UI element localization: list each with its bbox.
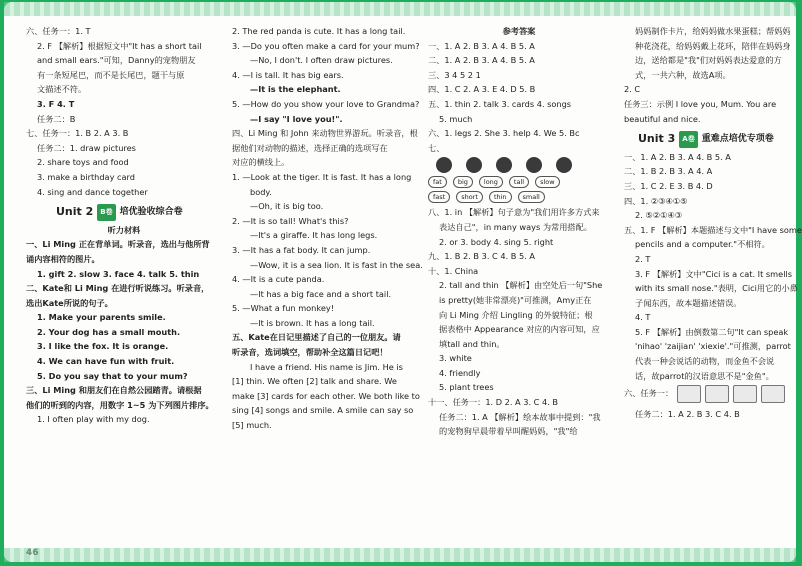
- text-line: is pretty(她非常漂亮)"可推测，Amy正在: [439, 294, 592, 305]
- text-line: 3. white: [439, 353, 472, 364]
- text-line: 1. —Look at the tiger. It is fast. It has a long: [232, 171, 412, 182]
- picture-box: [733, 385, 757, 403]
- text-line: 3. —It has a fat body. It can jump.: [232, 244, 371, 255]
- kid-illustration: [436, 157, 452, 173]
- text-line: 任务二：B: [37, 113, 76, 124]
- picture-box: [705, 385, 729, 403]
- word-box: thin: [489, 191, 512, 203]
- text-line: 一、1. A 2. B 3. A 4. B 5. A: [428, 40, 535, 51]
- text-line: 3. F 【解析】文中"Cici is a cat. It smells: [635, 268, 793, 279]
- text-line: 种花浇花，给妈妈戴上花环，陪伴在妈妈身: [635, 40, 791, 51]
- picture-box: [761, 385, 785, 403]
- task1-row: [624, 383, 784, 403]
- column-4: [624, 24, 802, 422]
- text-line: —Oh, it is big too.: [250, 201, 324, 212]
- text-line: 边，送给都是"我"们对妈妈表达爱意的方: [635, 55, 782, 66]
- text-line: 据表格中 Appearance 对应的内容可知，应: [439, 324, 600, 335]
- kid-illustration: [466, 157, 482, 173]
- text-line: 二、1. B 2. B 3. A 4. A: [624, 166, 713, 177]
- text-line: 5. F 【解析】由倒数第二句"It can speak: [635, 326, 789, 337]
- top-decorative-border: [4, 2, 796, 16]
- text-line: 对应的横线上。: [232, 157, 290, 168]
- text-line: 2. T: [635, 253, 651, 264]
- column-2: [232, 24, 423, 433]
- text-line: 2. —It is so tall! What's this?: [232, 215, 349, 226]
- text-line: sing [4] songs and smile. A smile can say so: [232, 405, 414, 416]
- text-line: 5. —What a fun monkey!: [232, 303, 334, 314]
- text-line: 十、1. China: [428, 265, 479, 276]
- text-line: —No, I don't. I often draw pictures.: [250, 55, 393, 66]
- text-line: 4. friendly: [439, 367, 481, 378]
- text-line: 2. or 3. body 4. sing 5. right: [439, 236, 554, 247]
- text-line: 3. make a birthday card: [37, 171, 135, 182]
- text-line: —It is brown. It has a long tail.: [250, 317, 375, 328]
- text-line: 'nihao' 'zaijian' 'xiexie'."可推测，parrot: [635, 341, 791, 352]
- text-line: 诵内容相符的图片。: [26, 253, 100, 264]
- text-line: 六、1. legs 2. She 3. help 4. We 5. Bc: [428, 128, 580, 139]
- text-line: 2. Your dog has a small mouth.: [37, 326, 181, 337]
- picture-boxes: [677, 385, 785, 403]
- column-1: [26, 24, 222, 427]
- text-line: 代表一种会说话的动物，而金鱼不会说: [635, 356, 775, 367]
- text-line: —It's a giraffe. It has long legs.: [250, 230, 378, 241]
- text-line: 2. F 【解析】根据短文中"It has a short tail: [37, 40, 202, 51]
- text-line: 一、1. A 2. B 3. A 4. B 5. A: [624, 151, 731, 162]
- unit-3-header: [638, 131, 784, 148]
- text-line: 四、1. ②③④①⑤: [624, 195, 688, 206]
- text-line: 填tall and thin。: [439, 338, 505, 349]
- unit-badge: A卷: [679, 131, 697, 148]
- text-line: 3. —Do you often make a card for your mum?: [232, 40, 420, 51]
- text-line: [1] thin. We often [2] talk and share. We: [232, 376, 397, 387]
- text-line: 七、任务一：1. B 2. A 3. B: [26, 128, 129, 139]
- text-line: 七、: [428, 142, 445, 153]
- text-line: 十一、任务一：1. D 2. A 3. C 4. B: [428, 397, 559, 408]
- text-line: 一、Li Ming 正在背单词。听录音，选出与他所背: [26, 239, 210, 250]
- text-line: 有一条短尾巴，而不是长尾巴，题干与原: [37, 69, 185, 80]
- kids-picture-row: [436, 157, 610, 173]
- text-line: 5. plant trees: [439, 382, 494, 393]
- text-line: 八、1. in 【解析】句子意为"我们用许多方式来: [428, 207, 600, 218]
- kid-illustration: [496, 157, 512, 173]
- text-line: 2. The red panda is cute. It has a long tail.: [232, 26, 406, 36]
- word-row-bottom: [428, 191, 610, 203]
- bottom-decorative-border: [4, 548, 796, 562]
- text-line: I have a friend. His name is Jim. He is: [250, 361, 403, 372]
- listening-title: 听力材料: [107, 224, 141, 235]
- text-line: 二、1. A 2. B 3. A 4. B 5. A: [428, 55, 535, 66]
- kid-illustration: [556, 157, 572, 173]
- text-line: —Wow, it is a sea lion. It is fast in the sea.: [250, 259, 423, 270]
- text-line: pencils and a computer."不相符。: [635, 239, 770, 250]
- text-line: 的宠物狗早晨带着早叫醒妈妈，"我"给: [439, 426, 578, 437]
- answer-key-title: 参考答案: [502, 26, 536, 36]
- word-box: tall: [509, 176, 529, 188]
- text-line: 式，一共六种，故选A项。: [635, 69, 731, 80]
- unit-2-header: [56, 204, 222, 221]
- text-line: 4. —I is tall. It has big ears.: [232, 69, 344, 80]
- text-line: and small ears."可知，Danny的宠物朋友: [37, 55, 196, 66]
- unit-subtitle: 培优验收综合卷: [119, 207, 183, 218]
- text-line: make [3] cards for each other. We both like to: [232, 390, 420, 401]
- text-line: 4. T: [635, 312, 651, 323]
- text-line: 五、Kate在日记里描述了自己的一位朋友。请: [232, 332, 401, 343]
- text-line: 3. I like the fox. It is orange.: [37, 341, 169, 352]
- unit-badge: B卷: [97, 204, 115, 221]
- text-line: 4. sing and dance together: [37, 186, 148, 197]
- text-line: 妈妈制作卡片，给妈妈做水果蛋糕；帮妈妈: [635, 26, 791, 36]
- text-line: 任务二：1. draw pictures: [37, 142, 136, 153]
- text-line: 5. much: [439, 113, 473, 124]
- text-line: 六、任务一：: [624, 387, 674, 398]
- text-line: 文描述不符。: [37, 84, 87, 95]
- text-line: 二、Kate和 Li Ming 在进行听说练习。听录音，: [26, 283, 210, 294]
- text-line: 5. —How do you show your love to Grandma?: [232, 98, 420, 109]
- unit-subtitle: 重难点培优专项卷: [701, 134, 774, 145]
- word-box: long: [479, 176, 503, 188]
- text-line: 2. ⑤②①④③: [635, 210, 683, 221]
- text-line: 话，故parrot的汉语意思不是"金鱼"。: [635, 370, 774, 381]
- text-line: 任务二：1. A 【解析】绘本故事中提到："我: [439, 411, 601, 422]
- word-box: small: [518, 191, 545, 203]
- text-line: 四、Li Ming 和 John 来动物世界游玩。听录音，根: [232, 128, 418, 139]
- text-line: 听录音，选词填空，帮助补全这篇日记吧！: [232, 347, 388, 358]
- text-line: body.: [250, 186, 272, 197]
- text-line: 1. Make your parents smile.: [37, 312, 166, 323]
- text-line: 三、1. C 2. E 3. B 4. D: [624, 180, 713, 191]
- answer-sheet-page: [4, 2, 802, 562]
- text-line: with its small nose."表明，Cici用它的小鼻: [635, 283, 798, 294]
- text-line: 1. I often play with my dog.: [37, 414, 150, 425]
- picture-box: [677, 385, 701, 403]
- col1-lines-a: [26, 24, 222, 199]
- text-line: 向 Li Ming 介绍 Lingling 的外貌特征；根: [439, 309, 593, 320]
- text-line: —I say "I love you!".: [250, 113, 343, 124]
- text-line: 4. We can have fun with fruit.: [37, 356, 175, 367]
- kid-illustration: [526, 157, 542, 173]
- text-line: 据他们对动物的描述，选择正确的选项写在: [232, 142, 388, 153]
- word-row-top: [428, 176, 610, 188]
- text-line: 任务二：1. A 2. B 3. C 4. B: [635, 409, 740, 420]
- text-line: 2. C: [624, 84, 641, 95]
- text-line: 子闻东西，故本题描述错误。: [635, 297, 742, 308]
- text-line: 3. F 4. T: [37, 98, 75, 109]
- text-line: 任务三：示例 I love you, Mum. You are: [624, 98, 777, 109]
- col1-lines-b: [26, 237, 222, 427]
- text-line: 六、任务一：1. T: [26, 26, 91, 36]
- unit-title: Unit 3: [638, 132, 676, 146]
- word-box: big: [453, 176, 473, 188]
- text-line: 三、Li Ming 和朋友们在自然公园踏青。请根据: [26, 385, 202, 396]
- text-line: —It is the elephant.: [250, 84, 341, 95]
- text-line: 4. —It is a cute panda.: [232, 274, 325, 285]
- text-line: 表达自己"，in many ways 为常用搭配。: [439, 221, 592, 232]
- text-line: 他们的听到的内容，用数字 1~5 为下列图片排序。: [26, 399, 214, 410]
- column-3: [428, 24, 610, 439]
- text-line: beautiful and nice.: [624, 113, 701, 124]
- text-line: 九、1. B 2. B 3. C 4. B 5. A: [428, 251, 536, 262]
- unit-title: Unit 2: [56, 205, 94, 219]
- text-line: 5. Do you say that to your mum?: [37, 370, 188, 381]
- text-line: 五、1. thin 2. talk 3. cards 4. songs: [428, 98, 572, 109]
- text-line: 选出Kate所说的句子。: [26, 297, 113, 308]
- word-box: fat: [428, 176, 447, 188]
- text-line: 三、3 4 5 2 1: [428, 69, 481, 80]
- text-line: 五、1. F 【解析】本题描述与文中"I have some: [624, 224, 802, 235]
- word-box: short: [456, 191, 483, 203]
- text-line: 四、1. C 2. A 3. E 4. D 5. B: [428, 84, 536, 95]
- text-line: 2. share toys and food: [37, 157, 129, 168]
- text-line: [5] much.: [232, 420, 272, 431]
- word-box: fast: [428, 191, 450, 203]
- text-line: 1. gift 2. slow 3. face 4. talk 5. thin: [37, 268, 200, 279]
- text-line: —It has a big face and a short tail.: [250, 288, 392, 299]
- word-box: slow: [535, 176, 560, 188]
- text-line: 2. tall and thin 【解析】由空处后一句"She: [439, 280, 603, 291]
